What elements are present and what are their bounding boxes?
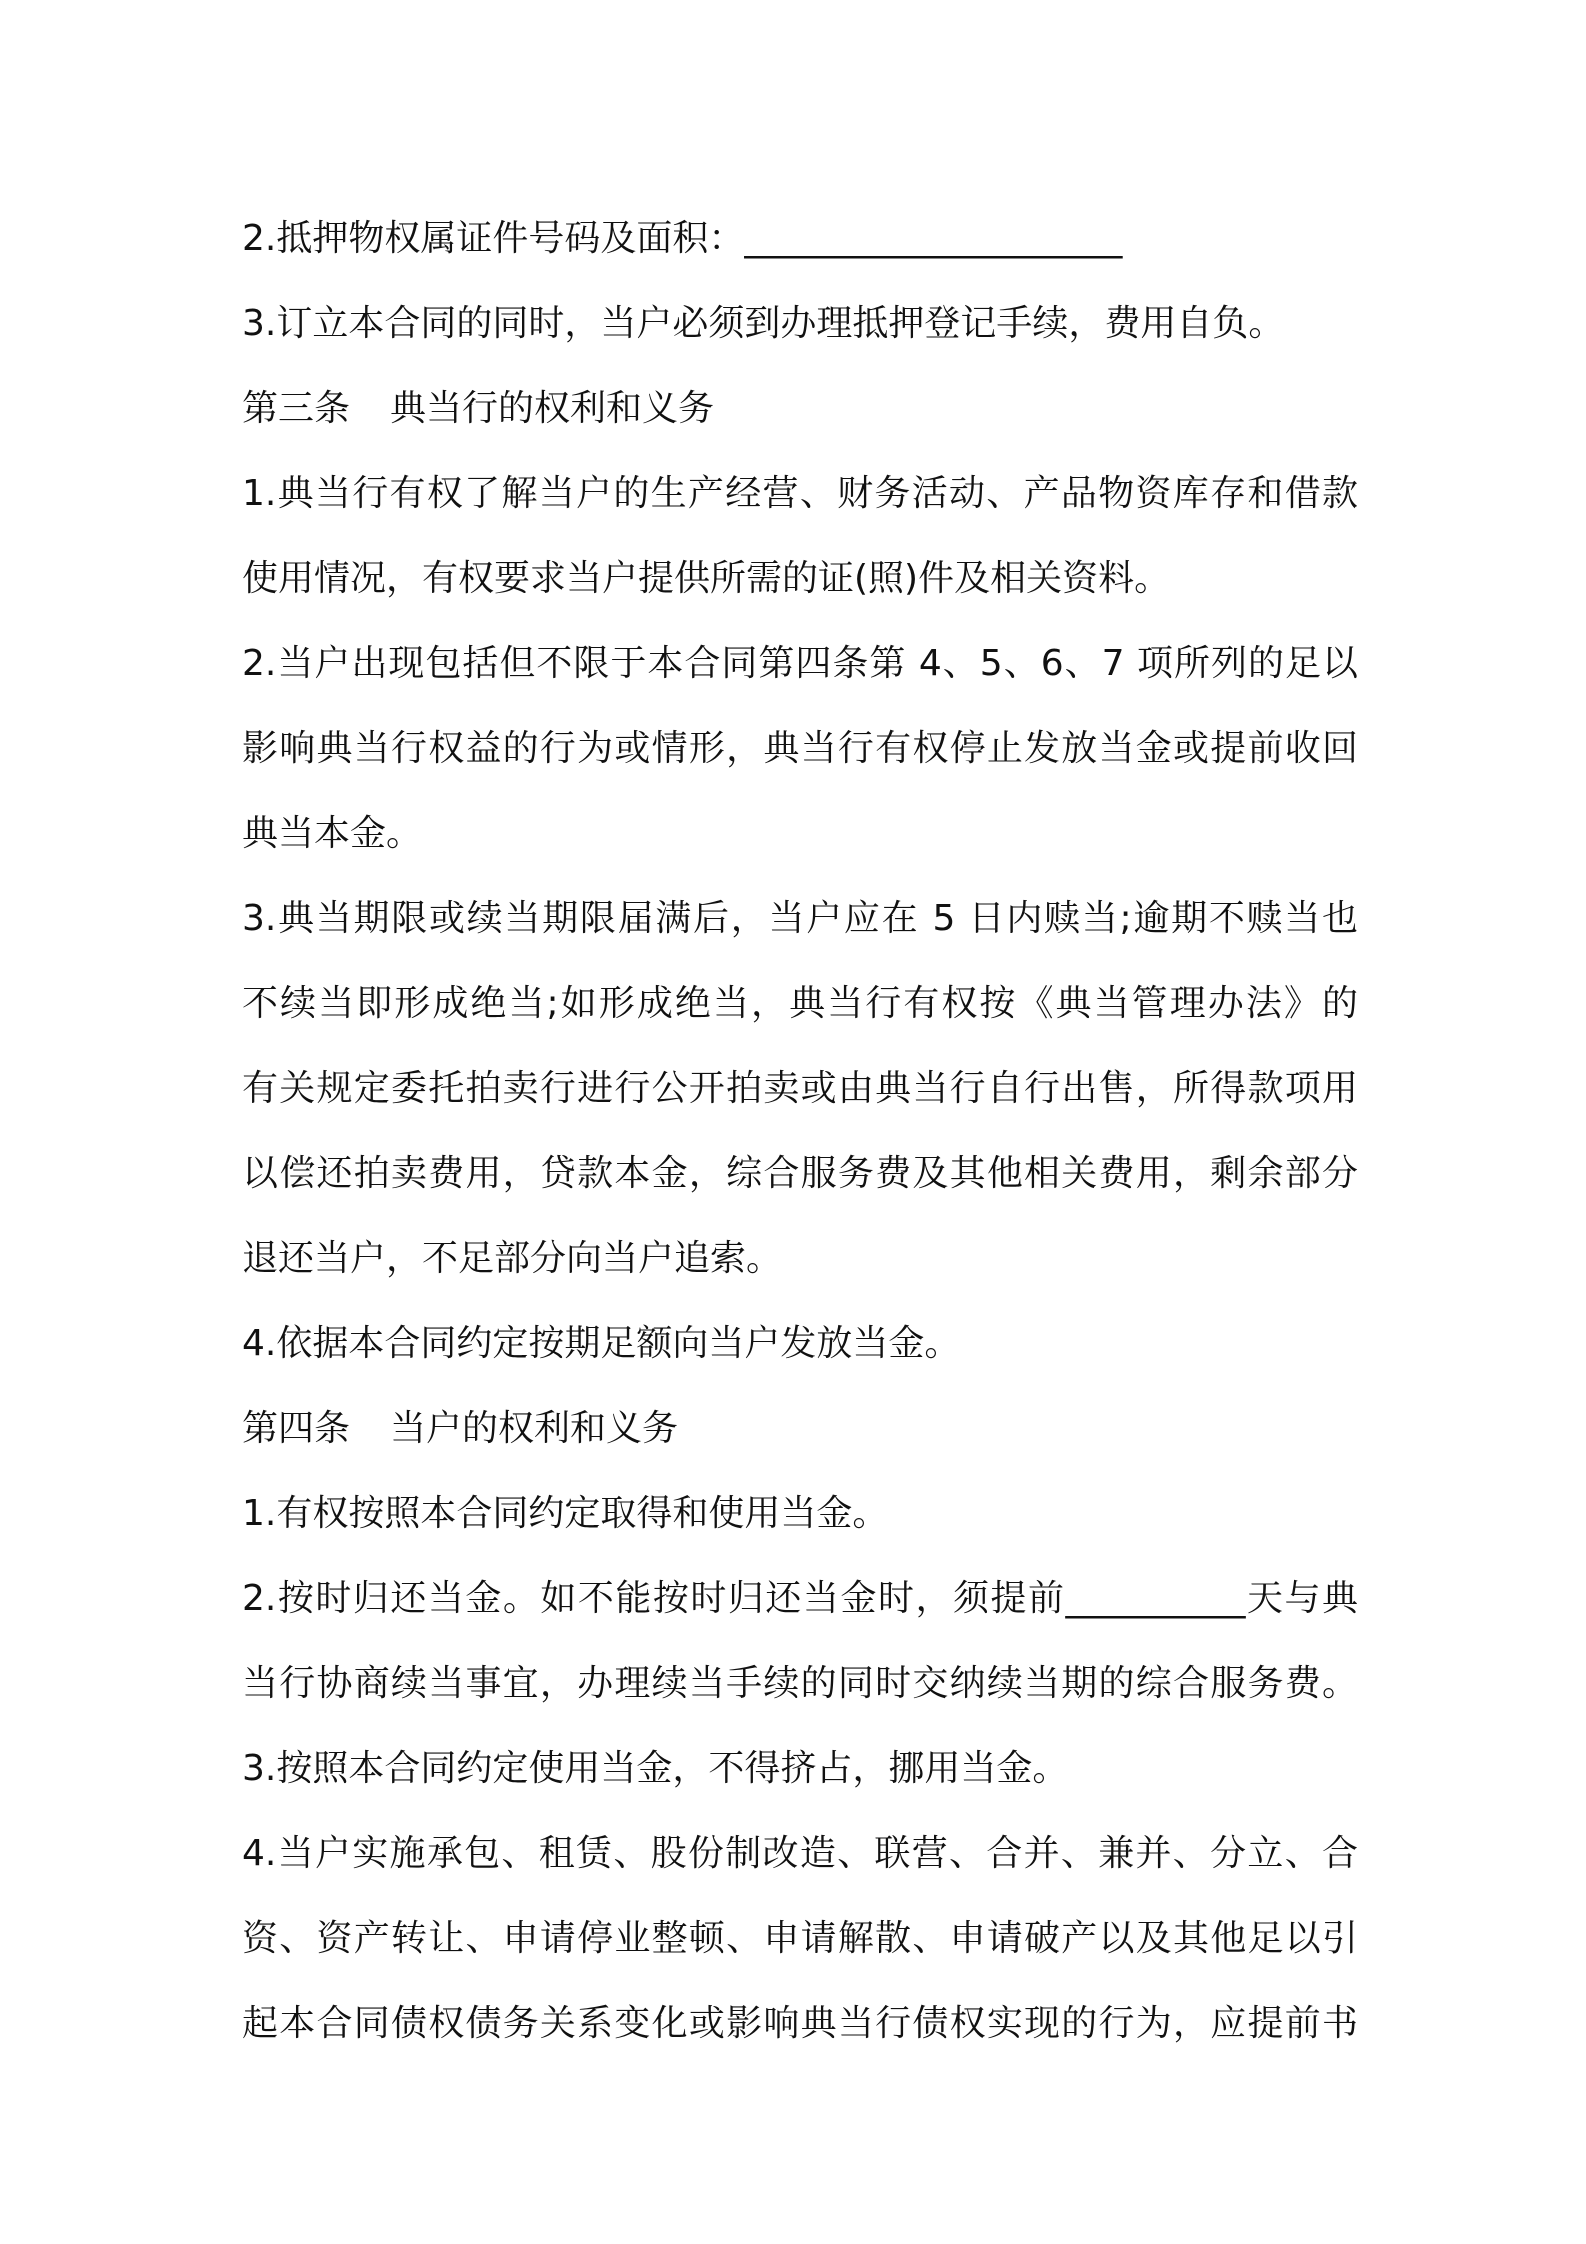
article-3-item-1-line-1: 1.典当行有权了解当户的生产经营、财务活动、产品物资库存和借款 (242, 473, 1358, 514)
article-4-heading (242, 1386, 1358, 1471)
article-3-number: 第三条 (242, 388, 351, 429)
article-3-item-2-line-1: 2.当户出现包括但不限于本合同第四条第 4、5、6、7 项所列的足以 (242, 643, 1358, 684)
article-3-item-3-line-1: 3.典当期限或续当期限届满后，当户应在 5 日内赎当;逾期不赎当也 (242, 898, 1358, 939)
article-3-title: 典当行的权利和义务 (390, 388, 715, 429)
contract-body (242, 196, 1358, 2066)
article-3-item-2-line-2: 影响典当行权益的行为或情形，典当行有权停止发放当金或提前收回 (242, 728, 1358, 769)
clause-item-3: 3.订立本合同的同时，当户必须到办理抵押登记手续，费用自负。 (242, 303, 1285, 344)
article-3-item-4: 4.依据本合同约定按期足额向当户发放当金。 (242, 1323, 961, 1364)
article-3-heading (242, 366, 1358, 451)
article-4-item-2-line-1: 2.按时归还当金。如不能按时归还当金时，须提前__________天与典 (242, 1578, 1358, 1619)
article-4-item-1: 1.有权按照本合同约定取得和使用当金。 (242, 1493, 889, 1534)
article-3-item-3-line-2: 不续当即形成绝当;如形成绝当，典当行有权按《典当管理办法》的 (242, 983, 1358, 1024)
article-3-item-3-line-5: 退还当户，不足部分向当户追索。 (242, 1238, 783, 1279)
article-3-item-2-line-3: 典当本金。 (242, 813, 423, 854)
article-3-item-1-line-2: 使用情况，有权要求当户提供所需的证(照)件及相关资料。 (242, 558, 1171, 599)
article-4-title: 当户的权利和义务 (390, 1408, 679, 1449)
article-3-item-3-line-4: 以偿还拍卖费用，贷款本金，综合服务费及其他相关费用，剩余部分 (242, 1153, 1358, 1194)
article-4-item-3: 3.按照本合同约定使用当金，不得挤占，挪用当金。 (242, 1748, 1069, 1789)
article-4-item-4-line-2: 资、资产转让、申请停业整顿、申请解散、申请破产以及其他足以引 (242, 1918, 1358, 1959)
article-4-item-2-line-2: 当行协商续当事宜，办理续当手续的同时交纳续当期的综合服务费。 (242, 1663, 1358, 1704)
article-4-number: 第四条 (242, 1408, 351, 1449)
article-4-item-4-line-1: 4.当户实施承包、租赁、股份制改造、联营、合并、兼并、分立、合 (242, 1833, 1358, 1874)
clause-item-2: 2.抵押物权属证件号码及面积：_____________________ (242, 218, 1123, 259)
article-3-item-3-line-3: 有关规定委托拍卖行进行公开拍卖或由典当行自行出售，所得款项用 (242, 1068, 1358, 1109)
article-4-item-4-line-3: 起本合同债权债务关系变化或影响典当行债权实现的行为，应提前书 (242, 2003, 1358, 2044)
